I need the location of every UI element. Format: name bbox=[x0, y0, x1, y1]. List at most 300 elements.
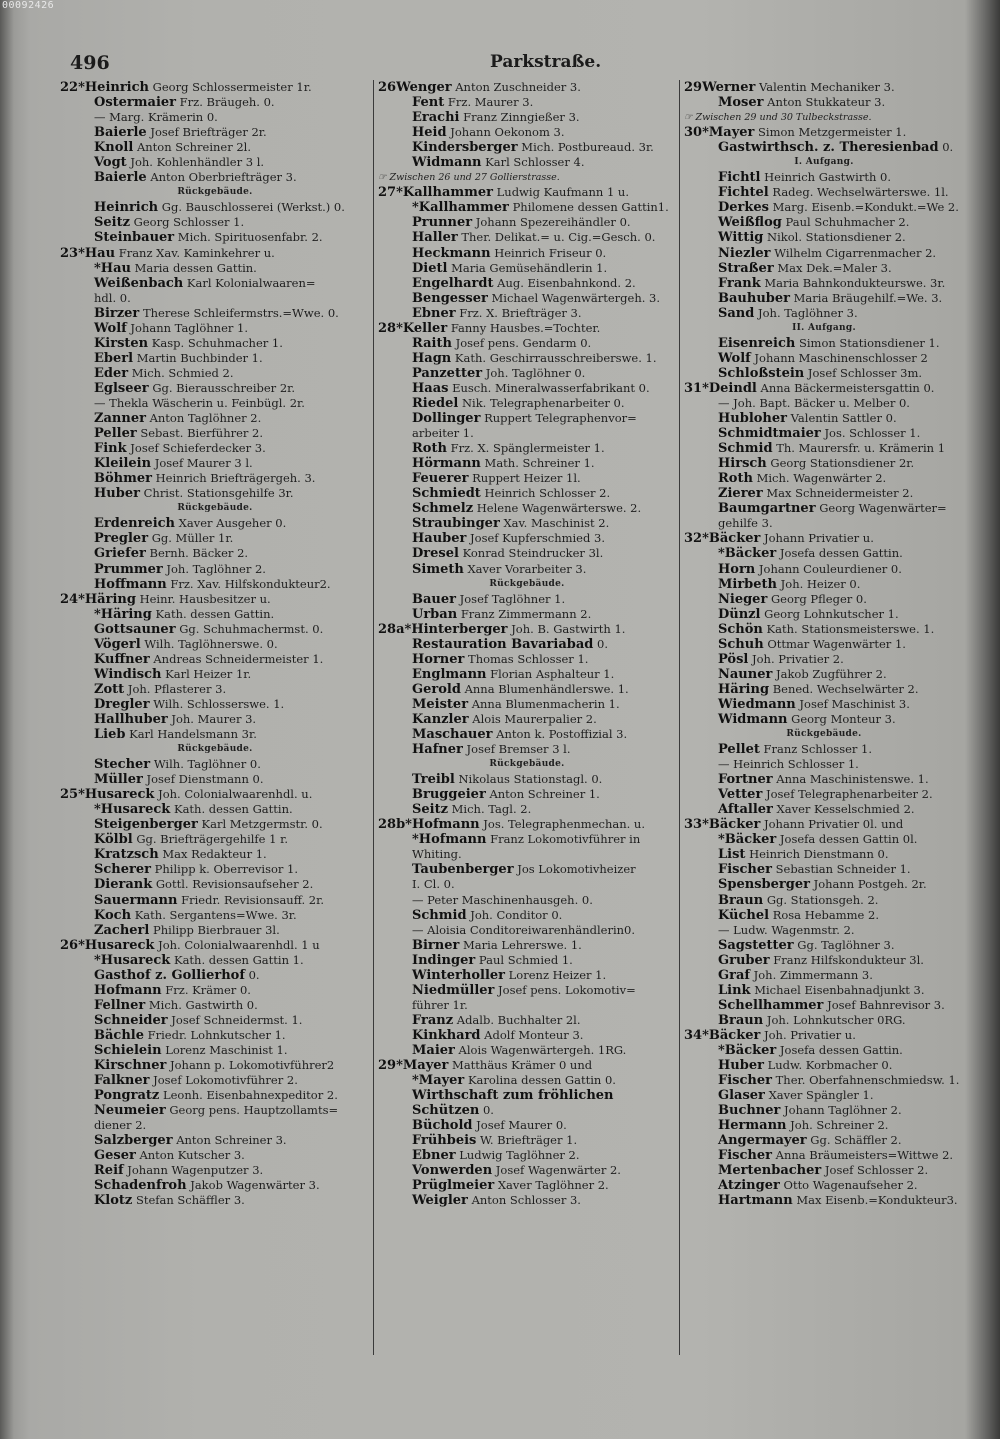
resident-name: Bäcker bbox=[708, 531, 761, 547]
resident-name: Heinrich bbox=[94, 200, 159, 216]
resident-subentry bbox=[60, 396, 370, 411]
resident-name: Eberl bbox=[94, 350, 134, 366]
resident-entry bbox=[378, 441, 676, 456]
occupation-text: Anton Oberbriefträger 3. bbox=[150, 170, 297, 185]
resident-entry bbox=[60, 968, 370, 983]
house-entry bbox=[378, 321, 676, 336]
occupation-text: Joh. Taglöhner 2. bbox=[166, 561, 266, 576]
occupation-text: Josef Briefträger 2r. bbox=[150, 125, 267, 140]
resident-entry bbox=[60, 652, 370, 667]
resident-entry bbox=[684, 682, 964, 697]
resident-name: Dünzl bbox=[718, 606, 761, 622]
resident-name: *Bäcker bbox=[718, 832, 777, 848]
occupation-text: Paul Schuhmacher 2. bbox=[785, 215, 910, 230]
resident-entry bbox=[684, 637, 964, 652]
resident-name: Fischer bbox=[718, 1073, 772, 1089]
resident-name: Urban bbox=[412, 606, 458, 622]
resident-entry bbox=[684, 546, 964, 561]
resident-name: Wittig bbox=[718, 230, 764, 246]
occupation-text: Adolf Monteur 3. bbox=[484, 1027, 584, 1042]
occupation-text: Anton Schreiner 3. bbox=[176, 1133, 287, 1148]
occupation-text: Karl Metzgermstr. 0. bbox=[201, 817, 323, 832]
occupation-text: Xaver Vorarbeiter 3. bbox=[467, 561, 587, 576]
resident-entry bbox=[684, 877, 964, 892]
house-number: 32* bbox=[684, 531, 709, 547]
occupation-text: Mich. Tagl. 2. bbox=[451, 802, 532, 817]
resident-name: Restauration Bavariabad bbox=[412, 636, 594, 652]
occupation-text: Kath. dessen Gattin. bbox=[173, 802, 293, 817]
section-heading bbox=[60, 501, 370, 516]
resident-name: *Mayer bbox=[412, 1073, 465, 1089]
resident-entry bbox=[684, 351, 964, 366]
resident-entry bbox=[378, 1043, 676, 1058]
occupation-text: Heinr. Hausbesitzer u. bbox=[139, 591, 271, 606]
resident-entry bbox=[60, 170, 370, 185]
resident-entry bbox=[378, 1088, 676, 1103]
resident-name: Frühbeis bbox=[412, 1133, 477, 1149]
occupation-text: Joh. Kohlenhändler 3 l. bbox=[130, 155, 265, 170]
column-3 bbox=[684, 80, 964, 1420]
resident-name: Hau bbox=[84, 245, 116, 261]
resident-name: Feuerer bbox=[412, 471, 469, 487]
occupation-text: Ottmar Wagenwärter 1. bbox=[767, 636, 906, 651]
resident-entry bbox=[684, 893, 964, 908]
resident-name: Panzetter bbox=[412, 365, 483, 381]
resident-name: Heid bbox=[412, 125, 447, 141]
resident-entry bbox=[378, 140, 676, 155]
resident-entry bbox=[684, 1133, 964, 1148]
occupation-text: Josef Maschinist 3. bbox=[799, 696, 910, 711]
house-number: 31* bbox=[684, 380, 709, 396]
resident-entry bbox=[60, 712, 370, 727]
resident-name: Kindersberger bbox=[412, 140, 518, 156]
section-label: Rückgebäude. bbox=[177, 503, 253, 514]
resident-name: Bauer bbox=[412, 591, 456, 607]
occupation-text: Alois Wagenwärtergeh. 1RG. bbox=[458, 1043, 627, 1057]
resident-entry bbox=[684, 577, 964, 592]
resident-entry bbox=[378, 95, 676, 110]
resident-entry bbox=[378, 787, 676, 802]
resident-entry bbox=[378, 125, 676, 140]
occupation-text: Gg. Schäffler 2. bbox=[810, 1133, 902, 1148]
occupation-text: Paul Schmied 1. bbox=[478, 952, 573, 967]
resident-name: Fichtl bbox=[718, 170, 761, 186]
resident-entry bbox=[684, 246, 964, 261]
resident-name: Sand bbox=[718, 305, 755, 321]
occupation-text: Therese Schleifermstrs.=Wwe. 0. bbox=[142, 305, 339, 320]
occupation-text: Josefa dessen Gattin. bbox=[779, 1043, 903, 1057]
resident-name: Küchel bbox=[718, 907, 770, 923]
entry-continuation bbox=[378, 877, 676, 892]
resident-entry bbox=[684, 1163, 964, 1178]
occupation-text: Matthäus Krämer 0 und bbox=[452, 1058, 593, 1073]
resident-name: Hofmann bbox=[411, 817, 480, 833]
resident-name: Baierle bbox=[94, 170, 147, 186]
resident-name: Neumeier bbox=[94, 1103, 166, 1119]
resident-name: Erdenreich bbox=[94, 516, 175, 532]
resident-entry bbox=[60, 998, 370, 1013]
occupation-text: Joh. Pflasterer 3. bbox=[127, 681, 227, 696]
resident-entry bbox=[684, 1118, 964, 1133]
occupation-text: Franz Zinngießer 3. bbox=[463, 110, 580, 125]
occupation-text: Helene Wagenwärterswe. 2. bbox=[476, 501, 642, 516]
resident-subentry bbox=[684, 923, 964, 938]
resident-entry bbox=[60, 215, 370, 230]
resident-entry bbox=[378, 1133, 676, 1148]
resident-name: Pongratz bbox=[94, 1088, 160, 1104]
resident-entry bbox=[60, 832, 370, 847]
resident-entry bbox=[378, 351, 676, 366]
occupation-text: Joh. Maurer 3. bbox=[171, 711, 257, 726]
resident-name: Schön bbox=[718, 621, 763, 637]
occupation-text: Anton Taglöhner 2. bbox=[149, 411, 262, 426]
resident-name: Kirschner bbox=[94, 1058, 167, 1074]
occupation-text: Sebast. Bierführer 2. bbox=[140, 426, 264, 441]
resident-entry bbox=[60, 230, 370, 245]
occupation-text: Frz. X. Spänglermeister 1. bbox=[450, 441, 605, 456]
resident-entry bbox=[684, 411, 964, 426]
resident-entry bbox=[378, 1118, 676, 1133]
occupation-text: Anna Bäckermeistersgattin 0. bbox=[760, 380, 935, 395]
resident-entry bbox=[60, 366, 370, 381]
resident-entry bbox=[60, 140, 370, 155]
resident-entry bbox=[60, 908, 370, 923]
resident-entry bbox=[378, 968, 676, 983]
occupation-text: Georg Schlossermeister 1r. bbox=[152, 80, 312, 94]
occupation-text: Frz. Bräugeh. 0. bbox=[179, 95, 275, 110]
occupation-text: Josefa dessen Gattin 0l. bbox=[779, 832, 918, 847]
resident-name: Derkes bbox=[718, 200, 769, 216]
resident-name: Falkner bbox=[94, 1073, 150, 1089]
resident-entry bbox=[378, 155, 676, 170]
occupation-text: Gg. Stationsgeh. 2. bbox=[766, 892, 879, 907]
resident-entry bbox=[378, 667, 676, 682]
resident-entry bbox=[60, 697, 370, 712]
occupation-text: Max Schneidermeister 2. bbox=[766, 486, 914, 501]
occupation-text: Josef Schieferdecker 3. bbox=[130, 441, 266, 456]
resident-name: Fichtel bbox=[718, 185, 769, 201]
resident-name: Eisenreich bbox=[718, 335, 796, 351]
resident-name: Schmid bbox=[718, 441, 773, 457]
resident-entry bbox=[60, 125, 370, 140]
section-label: Rückgebäude. bbox=[489, 578, 565, 589]
resident-name: Mayer bbox=[708, 125, 755, 141]
occupation-text: Johann Spezereihändler 0. bbox=[475, 215, 631, 230]
resident-name: Haas bbox=[412, 380, 449, 396]
occupation-text: 0. bbox=[942, 140, 954, 155]
resident-entry bbox=[378, 637, 676, 652]
resident-name: Pösl bbox=[718, 651, 749, 667]
resident-name: Kanzler bbox=[412, 711, 469, 727]
resident-entry bbox=[378, 1193, 676, 1208]
occupation-text: Georg Stationsdiener 2r. bbox=[770, 456, 915, 471]
occupation-text: Anna Maschinistenswe. 1. bbox=[776, 772, 929, 787]
resident-name: Frank bbox=[718, 275, 761, 291]
resident-entry bbox=[60, 877, 370, 892]
occupation-text: Heinrich Schlosser 2. bbox=[484, 486, 611, 501]
resident-entry bbox=[378, 607, 676, 622]
resident-name: Widmann bbox=[718, 711, 788, 727]
occupation-text: Georg Wagenwärter= bbox=[819, 501, 947, 516]
resident-entry bbox=[684, 230, 964, 245]
occupation-text: Valentin Sattler 0. bbox=[790, 411, 897, 426]
occupation-text: Philipp k. Oberrevisor 1. bbox=[154, 862, 299, 877]
resident-name: Lieb bbox=[94, 727, 126, 743]
resident-name: Wenger bbox=[396, 80, 452, 95]
occupation-text: Thomas Schlosser 1. bbox=[468, 651, 589, 666]
occupation-text: Karolina dessen Gattin 0. bbox=[467, 1073, 616, 1088]
occupation-text: Frz. Krämer 0. bbox=[165, 982, 251, 997]
resident-entry bbox=[378, 862, 676, 877]
resident-entry bbox=[378, 306, 676, 321]
occupation-text: Maria Bräugehilf.=We. 3. bbox=[793, 290, 943, 305]
resident-entry bbox=[60, 953, 370, 968]
section-heading bbox=[378, 757, 676, 772]
occupation-text: Josef Maurer 0. bbox=[476, 1118, 567, 1133]
resident-name: Braun bbox=[718, 892, 764, 908]
resident-entry bbox=[684, 1088, 964, 1103]
occupation-text: Frz. Xav. Hilfskondukteur2. bbox=[170, 576, 331, 591]
resident-name: Vonwerden bbox=[412, 1163, 493, 1179]
resident-name: Niezler bbox=[718, 245, 771, 261]
resident-name: Häring bbox=[718, 681, 770, 697]
resident-entry bbox=[60, 456, 370, 471]
occupation-text: Josef Wagenwärter 2. bbox=[495, 1163, 621, 1178]
resident-name: Kölbl bbox=[94, 832, 133, 848]
occupation-text: Kath. dessen Gattin. bbox=[155, 606, 275, 621]
resident-name: Vogt bbox=[94, 155, 127, 171]
resident-entry bbox=[378, 938, 676, 953]
resident-entry bbox=[60, 1073, 370, 1088]
resident-name: Engelhardt bbox=[412, 275, 494, 291]
resident-entry bbox=[684, 652, 964, 667]
resident-entry bbox=[60, 1103, 370, 1118]
resident-name: Schellhammer bbox=[718, 997, 824, 1013]
resident-name: *Hofmann bbox=[412, 832, 487, 848]
resident-name: *Husareck bbox=[94, 952, 171, 968]
occupation-text: Joh. Privatier 2. bbox=[752, 651, 844, 666]
resident-entry bbox=[684, 336, 964, 351]
occupation-text: Simon Metzgermeister 1. bbox=[758, 125, 907, 140]
resident-entry bbox=[684, 200, 964, 215]
occupation-text: Gg. Bierausschreiber 2r. bbox=[152, 380, 296, 395]
resident-name: Birzer bbox=[94, 305, 140, 321]
occupation-text: Gg. Briefträgergehilfe 1 r. bbox=[136, 832, 289, 847]
occupation-text: Heinrich Friseur 0. bbox=[494, 245, 607, 260]
resident-entry bbox=[60, 411, 370, 426]
resident-name: Nauner bbox=[718, 666, 773, 682]
occupation-text: Xaver Kesselschmied 2. bbox=[776, 802, 915, 817]
occupation-text: Max Eisenb.=Kondukteur3. bbox=[796, 1193, 958, 1208]
resident-entry bbox=[684, 1148, 964, 1163]
resident-name: Keller bbox=[402, 320, 448, 336]
house-number: 33* bbox=[684, 817, 709, 833]
resident-name: Schmelz bbox=[412, 501, 474, 517]
occupation-text: Fanny Hausbes.=Tochter. bbox=[450, 320, 601, 335]
resident-name: Straßer bbox=[718, 260, 774, 276]
occupation-text: Kasp. Schuhmacher 1. bbox=[151, 335, 283, 350]
resident-name: Schloßstein bbox=[718, 365, 805, 381]
occupation-text: Philipp Bierbrauer 3l. bbox=[153, 922, 280, 937]
resident-name: Vögerl bbox=[94, 636, 141, 652]
resident-entry bbox=[378, 456, 676, 471]
resident-entry bbox=[60, 802, 370, 817]
occupation-text: Anton Stukkateur 3. bbox=[767, 95, 886, 110]
house-entry bbox=[378, 622, 676, 637]
resident-name: Heinrich bbox=[84, 80, 149, 95]
occupation-text: Leonh. Eisenbahnexpeditor 2. bbox=[162, 1088, 338, 1103]
resident-name: Dregler bbox=[94, 696, 150, 712]
resident-name: Scherer bbox=[94, 862, 151, 878]
occupation-text: Joh. Taglöhner 3. bbox=[758, 305, 858, 320]
resident-name: Häring bbox=[84, 591, 136, 607]
occupation-text: Th. Maurersfr. u. Krämerin 1 bbox=[776, 441, 946, 456]
resident-entry bbox=[60, 95, 370, 110]
occupation-text: Friedr. Revisionsauff. 2r. bbox=[181, 892, 324, 907]
resident-name: Griefer bbox=[94, 546, 146, 562]
note-text: ☞ Zwischen 29 und 30 Tulbeckstrasse. bbox=[684, 112, 872, 124]
section-heading bbox=[60, 742, 370, 757]
resident-name: Kleilein bbox=[94, 456, 152, 472]
occupation-text: Gg. Taglöhner 3. bbox=[797, 937, 895, 952]
house-number: 34* bbox=[684, 1027, 709, 1043]
resident-entry bbox=[684, 276, 964, 291]
column-2 bbox=[378, 80, 676, 1420]
resident-subentry bbox=[684, 757, 964, 772]
occupation-text: Georg Monteur 3. bbox=[791, 711, 896, 726]
occupation-text: Karl Handelsmann 3r. bbox=[129, 727, 257, 742]
occupation-text: Eusch. Mineralwasserfabrikant 0. bbox=[452, 380, 650, 395]
occupation-text: 0. bbox=[248, 967, 260, 982]
resident-name: Seitz bbox=[94, 215, 130, 231]
section-label: II. Aufgang. bbox=[792, 322, 856, 333]
resident-entry bbox=[60, 155, 370, 170]
house-entry bbox=[378, 817, 676, 832]
occupation-text: Lorenz Heizer 1. bbox=[508, 967, 607, 982]
resident-name: Roth bbox=[718, 471, 753, 487]
resident-name: Niedmüller bbox=[412, 982, 495, 998]
resident-name: Link bbox=[718, 982, 751, 998]
occupation-text: Johann p. Lokomotivführer2 bbox=[170, 1058, 335, 1073]
resident-name: Fischer bbox=[718, 862, 772, 878]
occupation-text: Joh. Taglöhner 0. bbox=[485, 365, 586, 380]
house-number: 25* bbox=[60, 787, 85, 803]
occupation-text: Gg. Müller 1r. bbox=[151, 531, 234, 546]
occupation-text: Josef Maurer 3 l. bbox=[154, 456, 253, 471]
occupation-text: Josef Kupferschmied 3. bbox=[470, 531, 605, 546]
occupation-text: Frz. X. Briefträger 3. bbox=[459, 305, 582, 320]
resident-entry bbox=[378, 411, 676, 426]
occupation-text: Heinrich Gastwirth 0. bbox=[764, 170, 891, 185]
occupation-text: Johann Maschinenschlosser 2 bbox=[754, 350, 928, 365]
resident-entry bbox=[684, 95, 964, 110]
occupation-text: Otto Wagenaufseher 2. bbox=[783, 1178, 918, 1193]
resident-name: Taubenberger bbox=[412, 862, 514, 878]
resident-entry bbox=[378, 652, 676, 667]
occupation-text: Ruppert Heizer 1l. bbox=[472, 471, 581, 486]
resident-entry bbox=[684, 712, 964, 727]
resident-subentry bbox=[684, 396, 964, 411]
resident-entry bbox=[684, 1013, 964, 1028]
occupation-text: Josef Bremser 3 l. bbox=[466, 742, 571, 757]
resident-name: Geser bbox=[94, 1148, 136, 1164]
resident-entry bbox=[378, 516, 676, 531]
resident-entry bbox=[378, 291, 676, 306]
entry-continuation bbox=[378, 998, 676, 1013]
resident-name: Hallhuber bbox=[94, 711, 168, 727]
resident-entry bbox=[378, 276, 676, 291]
resident-entry bbox=[60, 1013, 370, 1028]
resident-name: Meister bbox=[412, 696, 469, 712]
occupation-text: Aug. Eisenbahnkond. 2. bbox=[497, 275, 636, 290]
resident-entry bbox=[684, 486, 964, 501]
resident-name: Koch bbox=[94, 907, 132, 923]
resident-name: Treibl bbox=[412, 772, 455, 788]
occupation-text: Mich. Schmied 2. bbox=[131, 365, 234, 380]
resident-name: Nieger bbox=[718, 591, 768, 607]
occupation-text: Anton Kutscher 3. bbox=[139, 1148, 245, 1163]
occupation-text: Maria Bahnkondukteurswe. 3r. bbox=[764, 275, 946, 290]
occupation-text: — Aloisia Conditoreiwarenhändlerin0. bbox=[412, 922, 636, 937]
resident-entry bbox=[684, 772, 964, 787]
occupation-text: Andreas Schneidermeister 1. bbox=[153, 651, 324, 666]
resident-name: Knoll bbox=[94, 140, 134, 156]
resident-entry bbox=[684, 1193, 964, 1208]
resident-entry bbox=[378, 682, 676, 697]
entry-continuation bbox=[378, 426, 676, 441]
occupation-text: Ludw. Korbmacher 0. bbox=[767, 1058, 893, 1073]
occupation-text: Gg. Bauschlosserei (Werkst.) 0. bbox=[161, 200, 345, 215]
resident-entry bbox=[378, 246, 676, 261]
occupation-text: Whiting. bbox=[412, 847, 462, 862]
occupation-text: Xaver Ausgeher 0. bbox=[178, 516, 287, 531]
occupation-text: Radeg. Wechselwärterswe. 1l. bbox=[772, 185, 949, 200]
occupation-text: Joh. Privatier u. bbox=[764, 1027, 856, 1042]
section-label: I. Aufgang. bbox=[794, 157, 854, 168]
occupation-text: führer 1r. bbox=[412, 997, 468, 1012]
resident-name: Buchner bbox=[718, 1103, 781, 1119]
occupation-text: Johann Postgeh. 2r. bbox=[813, 877, 927, 892]
house-entry bbox=[684, 80, 964, 95]
house-number: 27* bbox=[378, 185, 403, 201]
house-entry bbox=[684, 1028, 964, 1043]
resident-name: Hafner bbox=[412, 742, 463, 758]
resident-name: *Häring bbox=[94, 606, 152, 622]
resident-entry bbox=[684, 697, 964, 712]
resident-name: Fink bbox=[94, 441, 127, 457]
resident-entry bbox=[378, 200, 676, 215]
resident-entry bbox=[60, 1178, 370, 1193]
occupation-text: 0. bbox=[597, 636, 608, 651]
occupation-text: Mich. Gastwirth 0. bbox=[148, 997, 258, 1012]
occupation-text: Rosa Hebamme 2. bbox=[772, 907, 879, 922]
resident-name: Dierank bbox=[94, 877, 153, 893]
resident-name: Roth bbox=[412, 441, 447, 457]
resident-name: Hermann bbox=[718, 1118, 787, 1134]
occupation-text: Johann Privatier u. bbox=[764, 531, 874, 546]
occupation-text: Xav. Maschinist 2. bbox=[503, 516, 610, 531]
resident-name: Pregler bbox=[94, 531, 149, 547]
occupation-text: Georg Pfleger 0. bbox=[770, 591, 867, 606]
resident-entry bbox=[60, 1148, 370, 1163]
resident-name: Widmann bbox=[412, 155, 482, 171]
resident-entry bbox=[378, 1148, 676, 1163]
occupation-text: arbeiter 1. bbox=[412, 426, 474, 441]
cross-street-note bbox=[378, 170, 676, 185]
resident-name: Zierer bbox=[718, 486, 763, 502]
occupation-text: Xaver Spängler 1. bbox=[768, 1088, 874, 1103]
resident-name: Bächle bbox=[94, 1027, 144, 1043]
